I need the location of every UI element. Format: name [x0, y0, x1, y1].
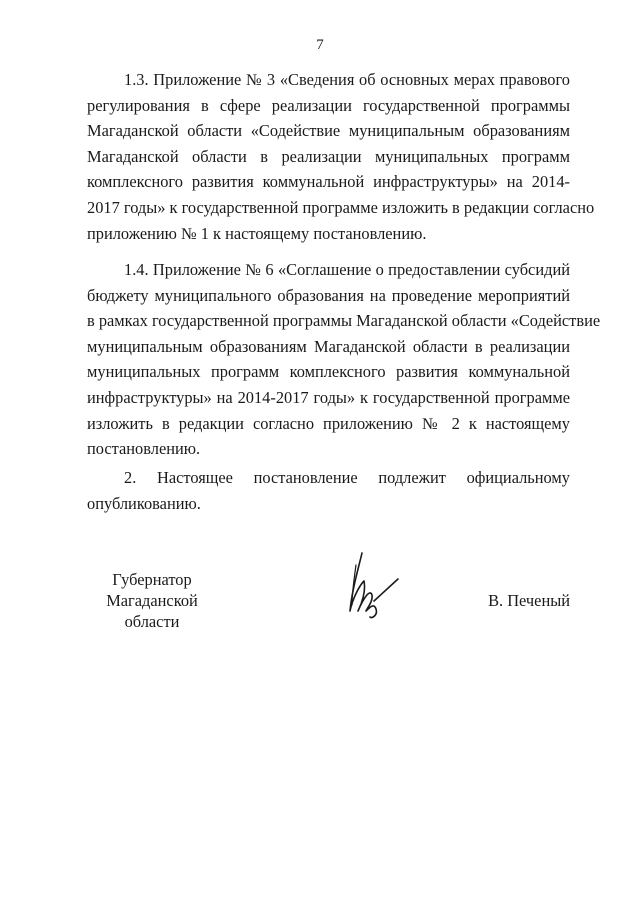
paragraph-1-3	[87, 67, 595, 246]
text-line: опубликованию.	[87, 493, 201, 513]
text-line: муниципальным образованиям Магаданской области в реализации	[87, 336, 570, 356]
text-line: муниципальных программ комплексного развития коммунальной	[87, 362, 570, 382]
paragraph-2	[87, 465, 570, 516]
handwritten-signature	[340, 545, 410, 620]
signatory-position	[82, 569, 222, 632]
signatory-position-line: Губернатор	[112, 570, 192, 589]
paragraph-1-4	[87, 257, 601, 462]
text-line: бюджету муниципального образования на проведение мероприятий	[87, 285, 570, 305]
text-line: Магаданской области в реализации муниципальных программ	[87, 146, 570, 166]
text-line: 1.4. Приложение № 6 «Соглашение о предоставлении субсидий	[124, 260, 570, 279]
text-line: 1.3. Приложение № 3 «Сведения об основных мерах правового	[124, 70, 570, 89]
text-line: Магаданской области «Содействие муниципальным образованиям	[87, 121, 570, 141]
signatory-position-line: Магаданской области	[106, 591, 198, 631]
text-line: постановлению.	[87, 439, 201, 459]
text-line: регулирования в сфере реализации государственной программы	[87, 95, 570, 115]
text-line: 2017 годы» к государственной программе изложить в редакции согласно	[87, 197, 595, 217]
signatory-name: В. Печеный	[488, 591, 570, 610]
text-line: инфраструктуры» на 2014-2017 годы» к государственной программе	[87, 387, 570, 407]
text-line: в рамках государственной программы Магаданской области «Содействие	[87, 311, 601, 331]
text-line: изложить в редакции согласно приложению № 2 к настоящему	[87, 413, 570, 433]
text-line: комплексного развития коммунальной инфраструктуры» на 2014-	[87, 172, 570, 192]
text-line: приложению № 1 к настоящему постановлению.	[87, 223, 427, 243]
text-line: 2. Настоящее постановление подлежит официальному	[124, 468, 570, 487]
page-number: 7	[316, 37, 324, 53]
